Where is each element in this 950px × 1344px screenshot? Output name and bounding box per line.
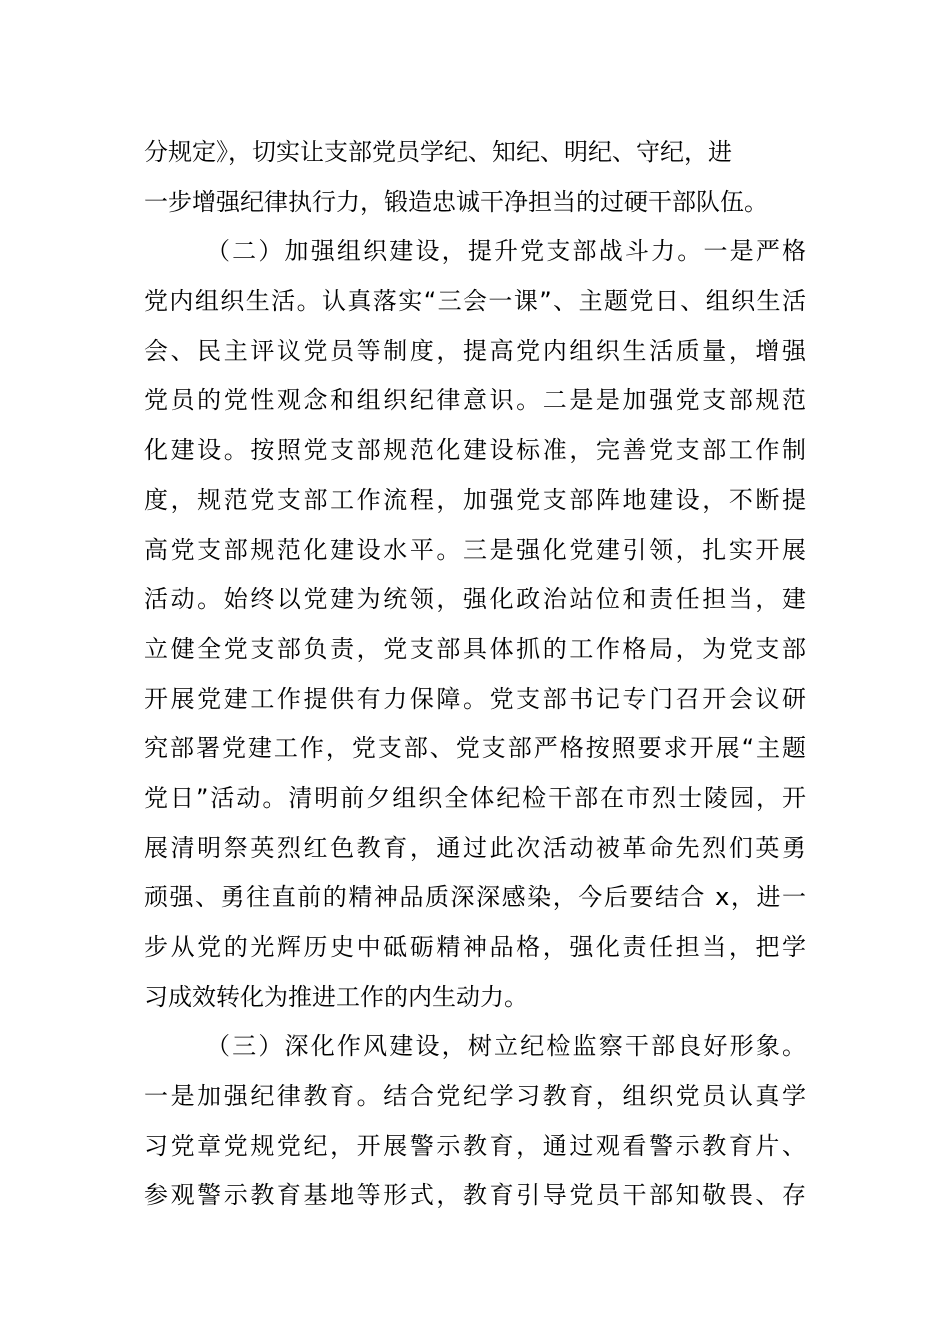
text-line: 习党章党规党纪，开展警示教育，通过观看警示教育片、	[144, 1131, 806, 1160]
text-line: 顽强、勇往直前的精神品质深深感染，今后要结合 x，进一	[144, 883, 806, 912]
section-heading-line: （三）深化作风建设，树立纪检监察干部良好形象。	[206, 1032, 806, 1061]
text-line: 分规定》，切实让支部党员学纪、知纪、明纪、守纪，进	[144, 138, 732, 166]
text-line: 一步增强纪律执行力，锻造忠诚干净担当的过硬干部队伍。	[144, 187, 768, 216]
text-line: 化建设。按照党支部规范化建设标准，完善党支部工作制	[144, 436, 806, 465]
text-line: 度，规范党支部工作流程，加强党支部阵地建设，不断提	[144, 485, 806, 514]
text-line: 展清明祭英烈红色教育，通过此次活动被革命先烈们英勇	[144, 833, 806, 862]
document-body	[144, 128, 806, 1221]
text-line: 究部署党建工作，党支部、党支部严格按照要求开展“主题	[144, 734, 806, 763]
section-heading-line: （二）加强组织建设，提升党支部战斗力。一是严格	[206, 237, 806, 266]
text-line: 会、民主评议党员等制度，提高党内组织生活质量，增强	[144, 336, 806, 365]
text-line: 立健全党支部负责，党支部具体抓的工作格局，为党支部	[144, 634, 806, 663]
text-line: 习成效转化为推进工作的内生动力。	[144, 982, 528, 1011]
text-line: 党员的党性观念和组织纪律意识。二是是加强党支部规范	[144, 386, 806, 415]
text-line: 参观警示教育基地等形式，教育引导党员干部知敬畏、存	[144, 1181, 806, 1210]
text-line: 党内组织生活。认真落实“三会一课”、主题党日、组织生活	[144, 287, 806, 316]
text-line: 党日”活动。清明前夕组织全体纪检干部在市烈士陵园，开	[144, 783, 806, 812]
text-line: 活动。始终以党建为统领，强化政治站位和责任担当，建	[144, 585, 806, 614]
text-line: 高党支部规范化建设水平。三是强化党建引领，扎实开展	[144, 535, 806, 564]
text-line: 开展党建工作提供有力保障。党支部书记专门召开会议研	[144, 684, 806, 713]
text-line: 步从党的光辉历史中砥砺精神品格，强化责任担当，把学	[144, 933, 806, 961]
text-line: 一是加强纪律教育。结合党纪学习教育，组织党员认真学	[144, 1082, 806, 1111]
